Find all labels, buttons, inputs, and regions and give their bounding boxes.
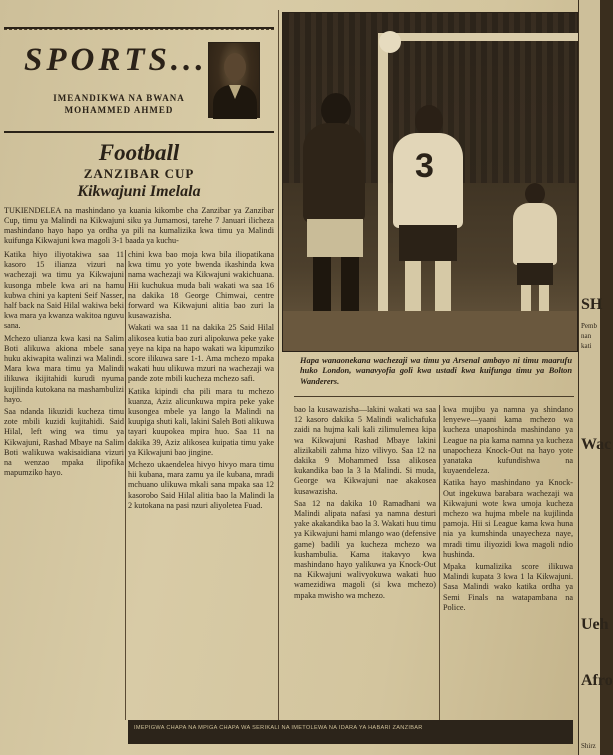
- adjacent-fragment: nan: [581, 332, 592, 340]
- adjacent-fragment: Pemb: [581, 322, 597, 330]
- adjacent-fragment: Ueh: [581, 616, 609, 633]
- adjacent-fragment: Afro: [581, 672, 613, 689]
- article-column-4: [443, 405, 573, 720]
- jersey-number: 3: [415, 147, 434, 185]
- paragraph: Wakati wa saa 11 na dakika 25 Said Hilal alikosea kutia bao zuri alipokuwa peke yake yeye na kipa na hapo wakati wa kipumziko score ilikuwa sare 1-1. Ama mchezo mpaka wakati huu ulikuwa mzuri na wachezaji wa pande zote mbili kucheza mchezo safi.: [128, 323, 274, 384]
- paragraph: Saa 12 na dakika 10 Ramadhani wa Malindi alipata nafasi ya namna desturi yake akakandika bao la 3. Wakati huu timu ya Kikwajuni hami mlango wao (defensive game) badili ya kucheza mchezo wa kushambulia. Kama itakavyo kwa mashindano hayo yalikuwa ya Knock-Out na Kikwajuni walivyokuwa wakati huo wamezidiwa magoli (si kwa mchezo) mpaka mwisho wa mchezo.: [294, 498, 436, 600]
- paragraph: Katika kipindi cha pili mara tu mchezo kuanza, Aziz alicunkuwa mpira peke yake kusongea mbele ya lango la Malindi na kuupiga shuti kali, lakini Saleh Boti alikuwa tayari kuupokea mpira huo. Saa 11 na dakika 39, Aziz alikosea kuipatia timu yake ya Kikwajuni bao jingine.: [128, 386, 274, 457]
- printer-footer: IMEPIGWA CHAPA NA MPIGA CHAPA WA SERIKALI NA IMETOLEWA NA IDARA YA HABARI ZANZIBAR: [128, 720, 573, 744]
- caption-rule: [294, 396, 574, 397]
- article-headline: [4, 140, 274, 202]
- goal-crossbar: [378, 33, 578, 41]
- adjacent-fragment: Wac: [581, 436, 612, 453]
- column-divider: [125, 250, 126, 720]
- article-lead: TUKIENDELEA na mashindano ya kuania kikombe cha Zanzibar ya Zanzibar Cup, timu ya Malindi na Kikwajuni siku ya Jumamosi, tarehe 7 Januari ilicheza mashindano hayo hapo ya ordha ya pili na kumalizika kwa timu ya Malindi kuifunga Kikwajuni kwa magoli 3-1 baada ya kuchu-: [4, 206, 274, 246]
- headline-event: ZANZIBAR CUP: [83, 166, 195, 181]
- goal-post: [378, 33, 388, 333]
- article-column-1: [4, 250, 124, 740]
- paragraph: Saa ndanda likuzidi kucheza timu zote mbili kuzidi kujitahidi. Said Hilal, left wing wa timu ya Kikwajuni, Rashad Mbaye na Salim Boti walikuwa wakisaidiana vizuri na wenzao mpaka ilipofika mapumziko hayo.: [4, 407, 124, 478]
- paragraph: Katika hiyo iliyotakiwa saa 11 kasoro 15 ilianza vizuri na wachezaji wa timu ya Kikwajuni kusonga mbele kwa ari na hamu kubwa chini ya kapteni Seif Nasser, half back na Said Hilal wakiwa beki kwa mara ya kwanza wakitoa nguvu sana.: [4, 250, 124, 331]
- paragraph: kwa mujibu ya namna ya shindano lenyewe—yaani kama mchezo wa kucheza unaposhinda mashindano ya League na pia kama namna ya kucheza unapocheza Knock-Out na hayo yote yanataka kufundishwa na kuyaendeleza.: [443, 405, 573, 476]
- adjacent-fragment: kati: [581, 342, 592, 350]
- pitch: [283, 311, 577, 351]
- headline-subtitle: Kikwajuni Imelala: [77, 183, 201, 200]
- section-title: SPORTS...: [24, 42, 208, 78]
- sports-masthead: [4, 29, 274, 133]
- paragraph: Mpaka kumalizika score ilikuwa Malindi kupata 3 kwa 1 la Kikwajuni. Sasa Malindi wako katika ordha ya Semi Finals na watapambana na Police.: [443, 562, 573, 612]
- football: [379, 31, 401, 53]
- paragraph: Mchezo ulianza kwa kasi na Salim Boti alikuwa akiona mbele sana huku akiwapita walinzi wa Malindi. Mara kwa mara timu ya Malindi ilikuwa ikijitahidi kurudi nyuma kujilinda kutokana na mashambulizi hayo.: [4, 333, 124, 404]
- author-portrait: [208, 42, 260, 118]
- paragraph: Mchezo ukaendelea hivyo hivyo mara timu hii kubana, mara zamu ya ile kubana, mradi mchuano ulikuwa mkali sana mpaka saa 12 kasorobo Said Hilal alitia bao la Malindi la 2 kutokana na pasi nzuri aliyoletea Fuad.: [128, 460, 274, 510]
- paragraph: bao la kusawazisha—lakini wakati wa saa 12 kasoro dakika 5 Malindi walichafuka zaidi na hujma kali kali zilimulemea kipa wa Kikwajuni Rashad Mbaye lakini alizikabili zahma hizo vilivyo. Saa 12 na dakika 9 Mohammed Issa alikosea kukandika bao la 3 la Malindi. Si muda, George wa Kikwajuni nae akakosea kusawazisha.: [294, 405, 436, 496]
- column-divider: [439, 405, 440, 720]
- portrait-face: [224, 53, 246, 81]
- article-column-3: [294, 405, 436, 720]
- football-photo: [282, 12, 578, 352]
- headline-section: Football: [98, 140, 180, 165]
- paragraph: Katika hayo mashindano ya Knock-Out ingekuwa barabara wachezaji wa Kikwajuni wote kwa umoja kucheza mchezo wa hujma mbele na kujilinda pamoja. Hii si League kama kwa huna nia ya kumshinda unayecheza naye, mradi timu iliyozidi kwa magoli ndio hushinda.: [443, 478, 573, 559]
- adjacent-fragment: SH: [581, 296, 603, 313]
- column-divider: [278, 10, 279, 720]
- adjacent-fragment: Shirz: [581, 742, 596, 750]
- article-column-2: [128, 250, 274, 740]
- adjacent-page-edge: [578, 0, 613, 755]
- byline: IMEANDIKWA NA BWANA MOHAMMED AHMED: [53, 93, 185, 115]
- paragraph: chini kwa bao moja kwa bila iliopatikana kwa timu yo yote bwenda ikashinda kwa nama wachezaji wa Kikwajuni wakichuana. Hii kuchukua muda bali wakati wa saa 16 na dakika 18 George Chimwai, centre forward wa Kikwajuni alitia bao zuri la kusawazisha.: [128, 250, 274, 321]
- photo-caption: Hapa wanaonekana wachezaji wa timu ya Arsenal ambayo ni timu maarufu huko London, wanavyofia goli kwa ustadi kwa kuifunga timu ya Bolton Wanderers.: [300, 356, 572, 386]
